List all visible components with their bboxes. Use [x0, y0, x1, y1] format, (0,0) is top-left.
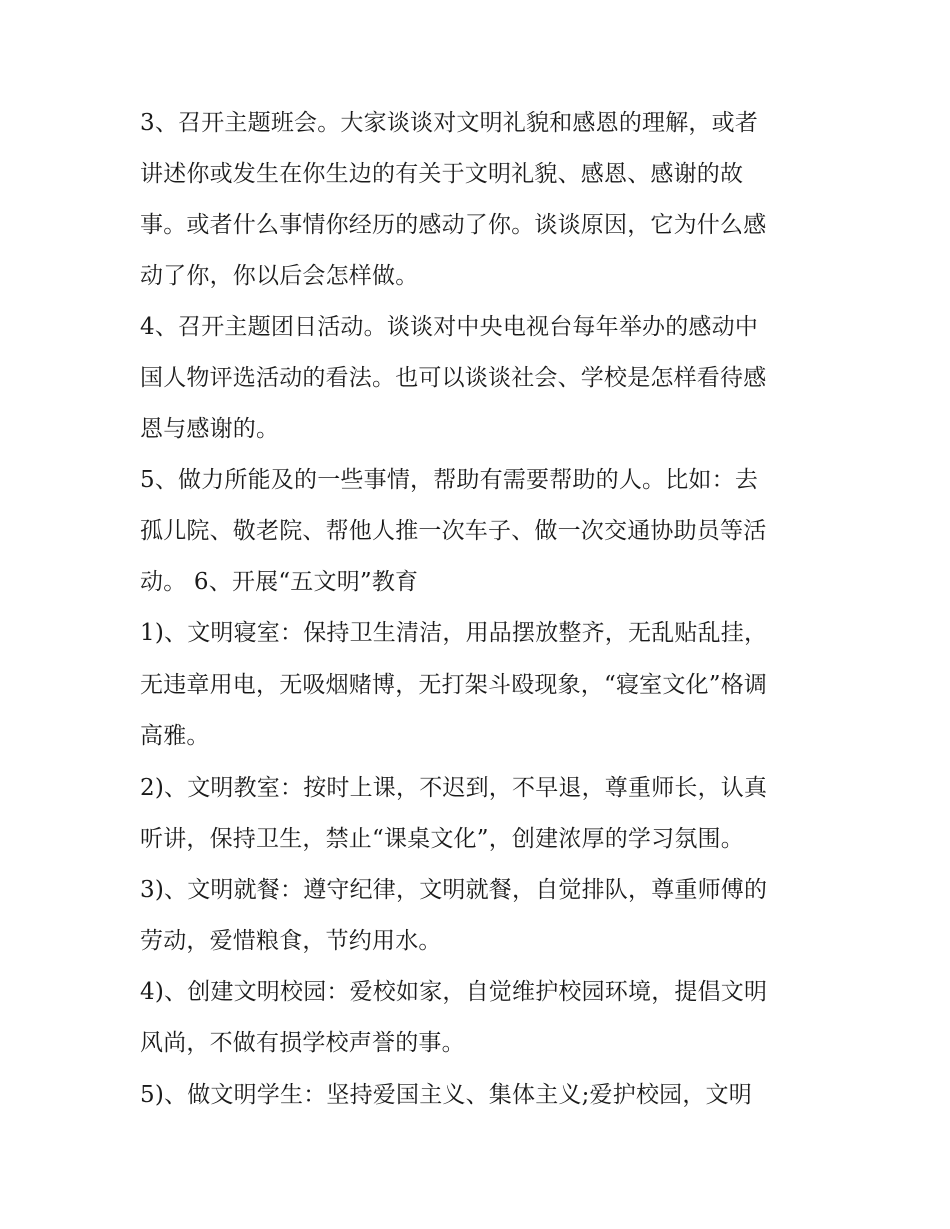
text-line: 劳动，爱惜粮食，节约用水。: [140, 928, 442, 954]
text-line: 4)、创建文明校园：爱校如家，自觉维护校园环境，提倡文明: [140, 979, 768, 1005]
text-line: 2)、文明教室：按时上课，不迟到，不早退，尊重师长，认真: [140, 775, 768, 801]
text-line: 国人物评选活动的看法。也可以谈谈社会、学校是怎样看待感: [140, 365, 767, 391]
text-line: 动。 6、开展“五文明”教育: [140, 569, 419, 595]
text-line: 3)、文明就餐：遵守纪律，文明就餐，自觉排队，尊重师傅的: [140, 877, 768, 903]
text-line: 3、召开主题班会。大家谈谈对文明礼貌和感恩的理解，或者: [140, 110, 759, 136]
text-line: 动了你，你以后会怎样做。: [140, 263, 419, 289]
text-line: 讲述你或发生在你生边的有关于文明礼貌、感恩、感谢的故: [140, 161, 744, 187]
text-line: 高雅。: [140, 723, 210, 749]
text-line: 1)、文明寝室：保持卫生清洁，用品摆放整齐，无乱贴乱挂，: [140, 620, 768, 646]
text-line: 恩与感谢的。: [140, 416, 280, 442]
text-line: 无违章用电，无吸烟赌博，无打架斗殴现象，“寝室文化”格调: [140, 672, 768, 698]
text-line: 听讲，保持卫生，禁止“课桌文化”，创建浓厚的学习氛围。: [140, 826, 744, 852]
text-line: 风尚，不做有损学校声誉的事。: [140, 1030, 465, 1056]
text-line: 5)、做文明学生：坚持爱国主义、集体主义;爱护校园，文明: [140, 1082, 752, 1108]
text-line: 事。或者什么事情你经历的感动了你。谈谈原因，它为什么感: [140, 212, 767, 238]
text-line: 4、召开主题团日活动。谈谈对中央电视台每年举办的感动中: [140, 314, 759, 340]
text-line: 5、做力所能及的一些事情，帮助有需要帮助的人。比如：去: [140, 467, 759, 493]
text-line: 孤儿院、敬老院、帮他人推一次车子、做一次交通协助员等活: [140, 518, 767, 544]
